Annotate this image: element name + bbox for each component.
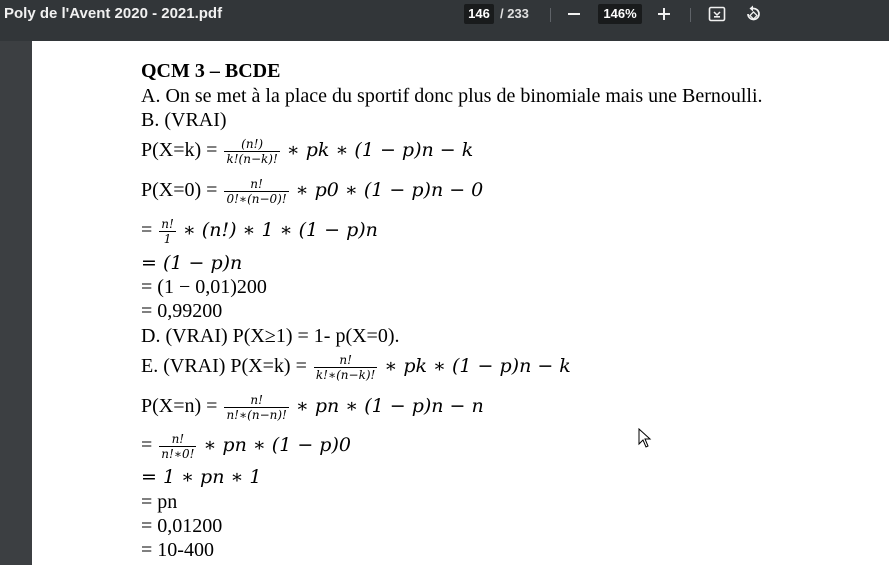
pdf-toolbar (0, 0, 889, 41)
formula-line-9 (141, 432, 351, 461)
formula-rhs: ∗ (n!) ∗ 1 ∗ (1 − p)n (182, 219, 378, 242)
fraction-denominator: 1 (159, 231, 176, 246)
page-number-input[interactable]: 146 (464, 4, 494, 24)
page-margin-left (0, 41, 32, 565)
mouse-cursor-icon (638, 428, 652, 453)
minus-icon (567, 7, 581, 21)
fit-to-page-button[interactable] (705, 2, 729, 26)
fraction (224, 177, 288, 206)
formula-line-13: = 10-400 (141, 539, 214, 561)
answer-b: B. (VRAI) (141, 109, 227, 131)
fraction-numerator: n! (339, 353, 352, 367)
zoom-out-button[interactable] (562, 2, 586, 26)
fraction-denominator: k!∗(n−k)! (315, 368, 376, 382)
formula-rhs: ∗ pk ∗ (1 − p)n − k (286, 139, 474, 162)
fraction-numerator: n! (250, 393, 263, 407)
fraction (159, 432, 196, 461)
fraction (314, 353, 378, 382)
fraction (224, 393, 288, 422)
formula-line-1 (141, 137, 473, 166)
formula-line-2 (141, 177, 483, 206)
fraction-numerator: (n!) (241, 137, 264, 151)
formula-lhs: P(X=n) = (141, 395, 218, 418)
zoom-level-input[interactable]: 146% (598, 4, 642, 24)
fraction-denominator: n!∗0! (161, 447, 195, 461)
formula-rhs: ∗ pn ∗ (1 − p)0 (203, 434, 351, 457)
formula-line-5: = (1 − 0,01)200 (141, 276, 267, 298)
formula-lhs: E. (VRAI) P(X=k) = (141, 355, 307, 378)
formula-rhs: ∗ pn ∗ (1 − p)n − n (295, 395, 484, 418)
formula-line-4: = (1 − p)n (141, 252, 243, 274)
pdf-page (32, 41, 889, 565)
fraction (159, 217, 176, 246)
plus-icon (657, 7, 671, 21)
fraction (224, 137, 279, 166)
rotate-button[interactable] (741, 2, 765, 26)
document-title: Poly de l'Avent 2020 - 2021.pdf (4, 5, 223, 22)
formula-rhs: ∗ pk ∗ (1 − p)n − k (384, 355, 571, 378)
formula-lhs: = (141, 434, 153, 457)
answer-e (141, 353, 571, 382)
question-heading: QCM 3 – BCDE (141, 60, 281, 82)
rotate-icon (744, 5, 762, 23)
fraction-numerator: n! (250, 177, 263, 191)
formula-line-8 (141, 393, 484, 422)
answer-a: A. On se met à la place du sportif donc plus de binomiale mais une Bernoulli. (141, 85, 763, 107)
fraction-numerator: n! (171, 432, 185, 446)
toolbar-divider (690, 8, 691, 22)
formula-line-3 (141, 217, 378, 246)
fraction-denominator: 0!∗(n−0)! (226, 192, 287, 206)
answer-d: D. (VRAI) P(X≥1) = 1- p(X=0). (141, 325, 400, 347)
fraction-denominator: n!∗(n−n)! (226, 408, 287, 422)
formula-line-6: = 0,99200 (141, 300, 223, 322)
formula-lhs: P(X=0) = (141, 179, 218, 202)
toolbar-divider (550, 8, 551, 22)
zoom-in-button[interactable] (652, 2, 676, 26)
formula-lhs: P(X=k) = (141, 139, 218, 162)
formula-line-11: = pn (141, 491, 178, 513)
formula-line-12: = 0,01200 (141, 515, 223, 537)
formula-rhs: ∗ p0 ∗ (1 − p)n − 0 (295, 179, 484, 202)
page-total: / 233 (500, 6, 529, 21)
fit-page-icon (708, 5, 726, 23)
formula-line-10: = 1 ∗ pn ∗ 1 (141, 466, 262, 488)
formula-lhs: = (141, 219, 153, 242)
fraction-denominator: k!(n−k)! (226, 152, 278, 166)
fraction-numerator: n! (161, 217, 174, 231)
